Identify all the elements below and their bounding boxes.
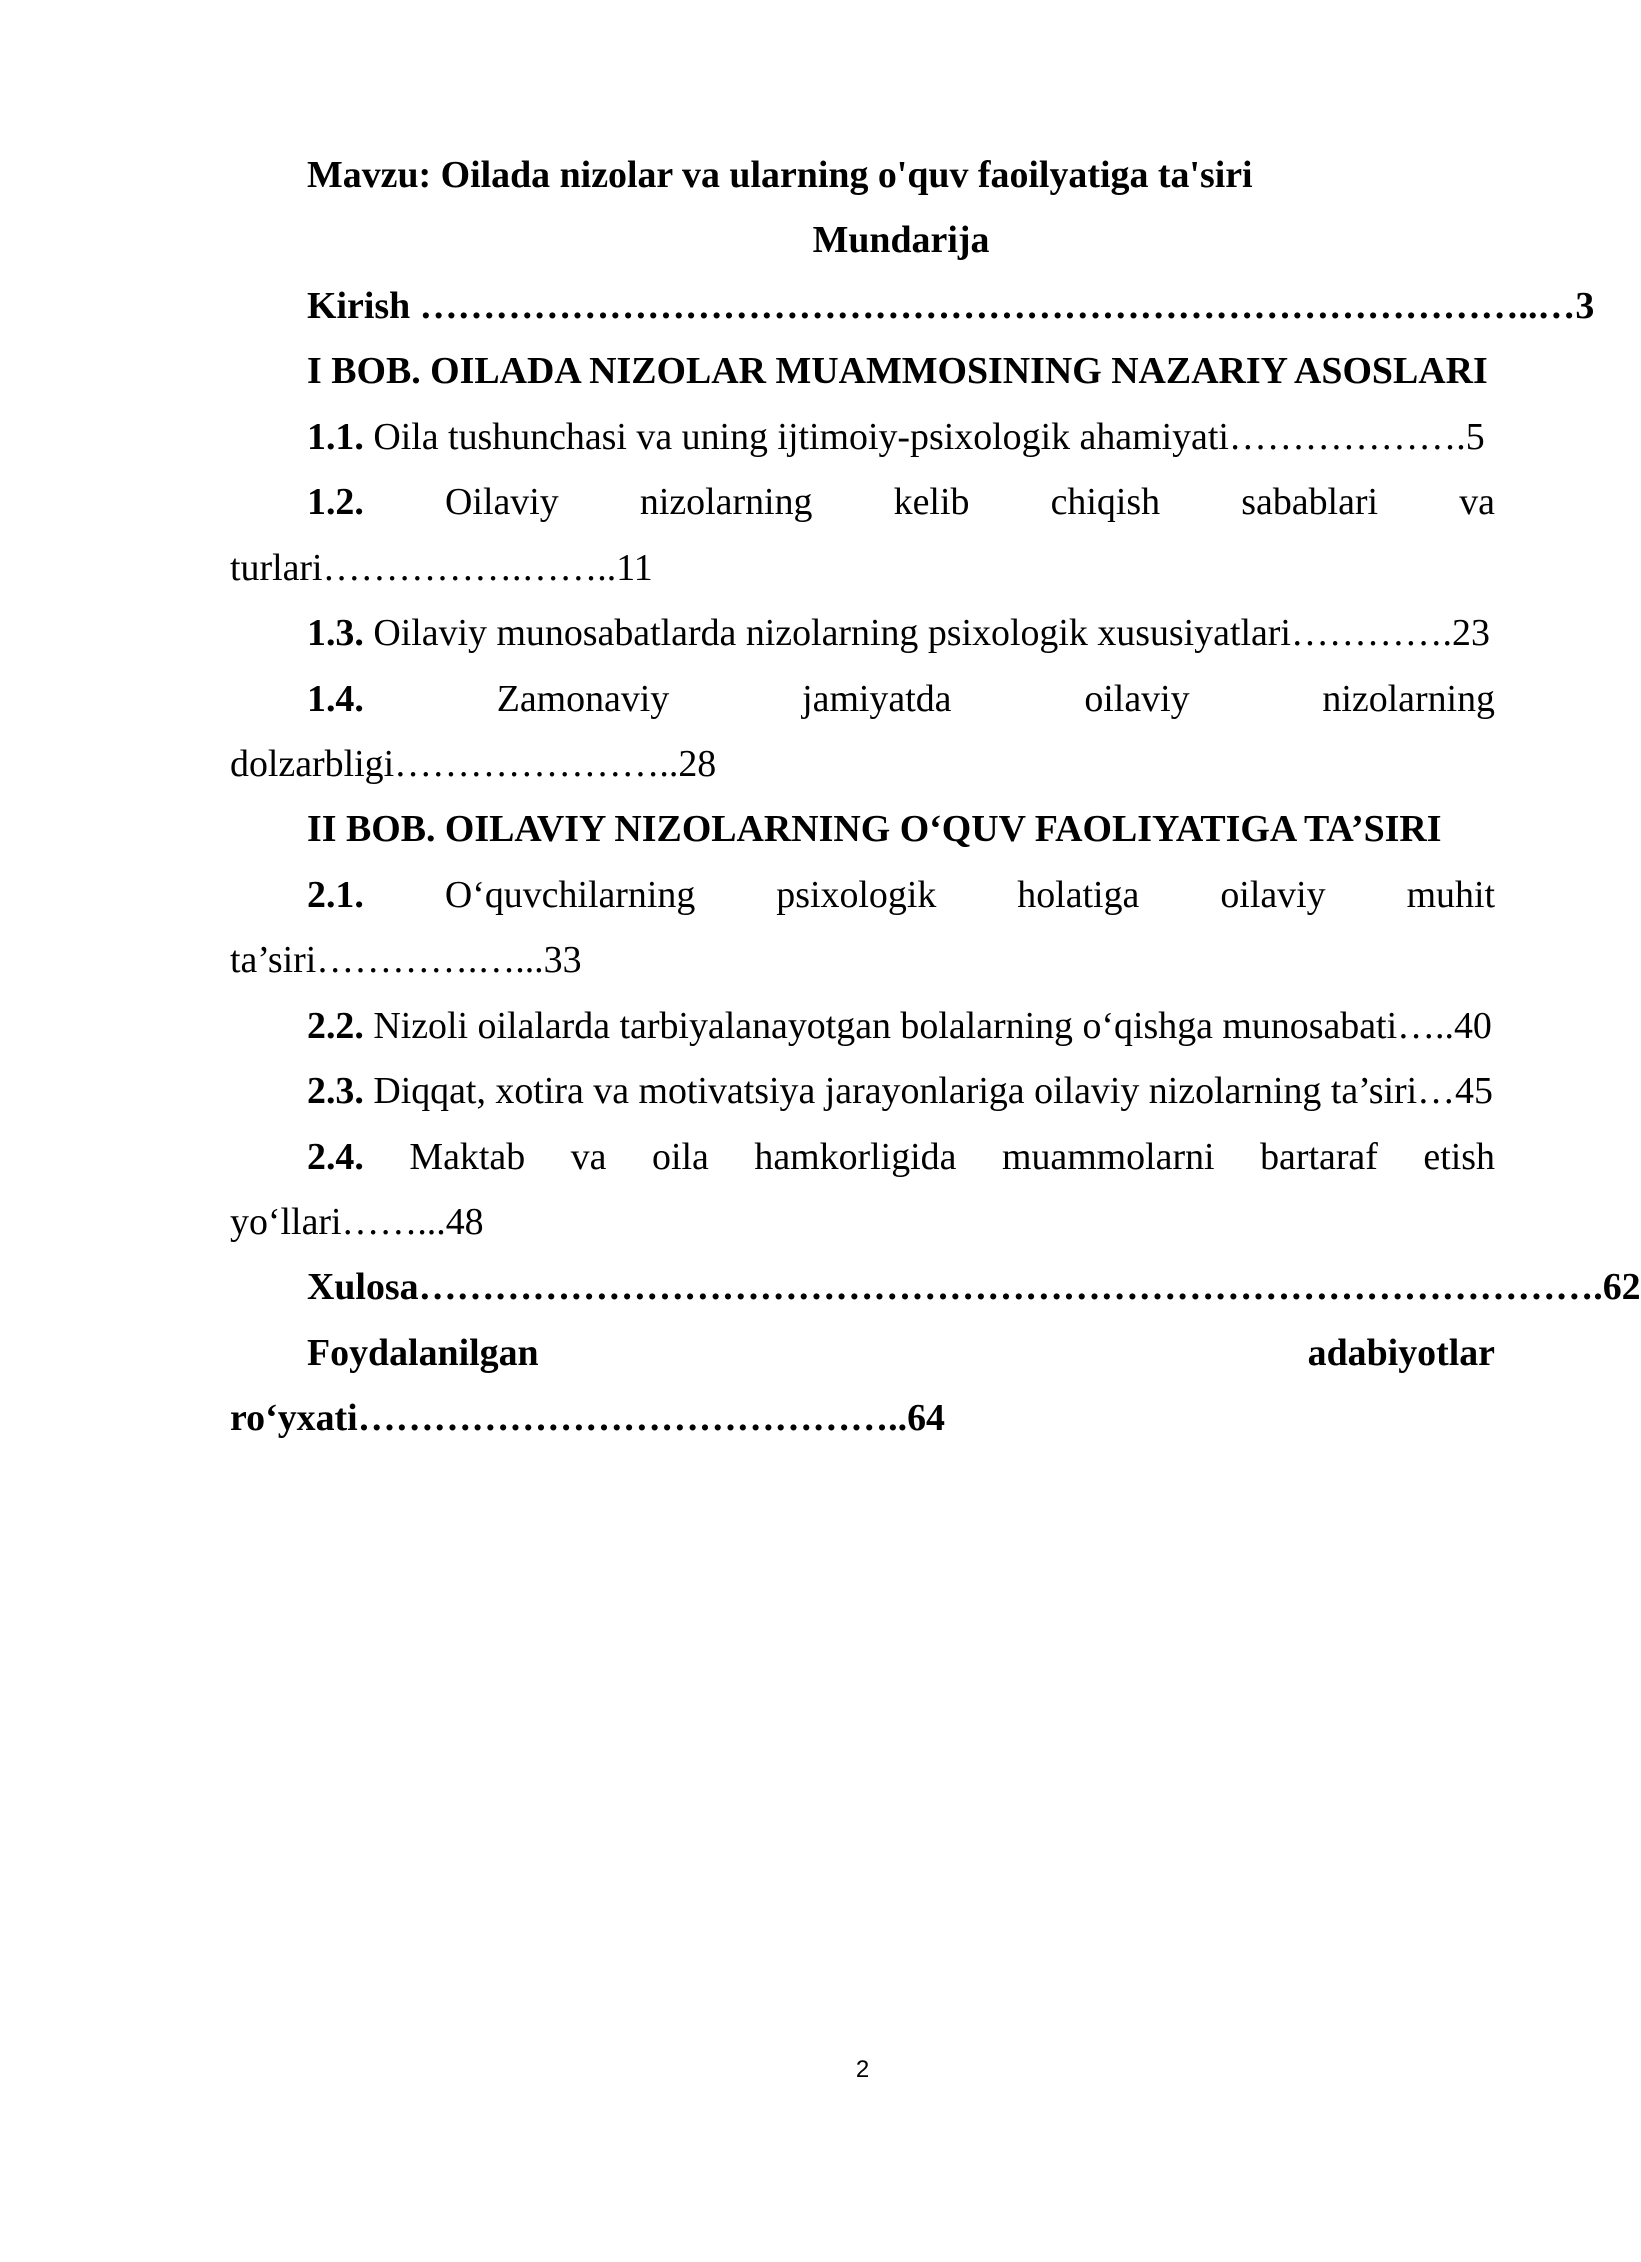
toc-leader: … (1417, 1070, 1456, 1113)
section-title: Oilaviy munosabatlarda nizolarning psixologik xususiyatlari (373, 612, 1291, 655)
toc-entry-2-2 (230, 994, 1495, 1059)
toc-leader: ………….…... (316, 939, 544, 982)
section-title: Oilaviy nizolarning kelib chiqish sabablari va (445, 481, 1495, 524)
toc-heading: Mundarija (812, 219, 990, 262)
section-title: Zamonaviy jamiyatda oilaviy nizolarning (496, 677, 1495, 720)
toc-leader: ………………. (1228, 415, 1466, 458)
toc-entry-label: Kirish (307, 284, 411, 327)
toc-page-number: 64 (907, 1397, 945, 1440)
toc-page-number: 23 (1452, 612, 1490, 655)
toc-page-number: 28 (678, 742, 717, 785)
toc-entry-references (230, 1321, 1495, 1386)
section-number: 1.2. (307, 481, 364, 524)
section-title-continued: turlari (230, 546, 323, 589)
section-number: 2.4. (307, 1135, 364, 1178)
toc-entry-introduction (230, 274, 1595, 339)
toc-entry-label: Xulosa (307, 1266, 419, 1309)
toc-page-number: 3 (1575, 284, 1595, 327)
toc-page-number: 62 (1602, 1266, 1641, 1309)
section-title: Maktab va oila hamkorligida muammolarni bartaraf etish (409, 1135, 1495, 1178)
section-title: Diqqat, xotira va motivatsiya jarayonlariga oilaviy nizolarning ta’siri (373, 1070, 1418, 1113)
toc-page-number: 11 (616, 546, 653, 589)
toc-entry-1-2-continued (230, 536, 1495, 601)
toc-entry-2-3 (230, 1059, 1495, 1124)
toc-entry-2-1-continued (230, 928, 1495, 993)
toc-leader: …………………………………………………………………………………. (418, 1266, 1603, 1309)
chapter-heading-2: II BOB. OILAVIY NIZOLARNING O‘QUV FAOLIYATIGA TA’SIRI (307, 808, 1442, 851)
section-number: 2.2. (307, 1004, 364, 1047)
toc-leader: …………. (1290, 612, 1453, 655)
toc-entry-conclusion (230, 1255, 1641, 1320)
toc-entry-2-4 (230, 1125, 1495, 1190)
toc-entry-1-4 (230, 667, 1495, 732)
toc-entry-1-3 (230, 601, 1495, 666)
toc-leader: ……... (341, 1201, 446, 1243)
toc-leader: ………………….. (394, 742, 679, 785)
chapter-heading-1: I BOB. OILADA NIZOLAR MUAMMOSINING NAZARIY ASOSLARI (307, 350, 1488, 393)
section-number: 1.4. (307, 677, 364, 720)
toc-entry-label-continued: ro‘yxati (230, 1397, 358, 1440)
toc-leader: …………….…….. (322, 546, 617, 589)
section-title: Oila tushunchasi va uning ijtimoiy-psixologik ahamiyati (373, 415, 1229, 458)
toc-leader: ……………………………………………………………………………..… (419, 284, 1576, 327)
toc-entry-1-2 (230, 470, 1495, 535)
page-number: 2 (855, 2056, 870, 2083)
page-content (230, 143, 1641, 1452)
toc-entry-1-1 (230, 405, 1495, 470)
section-title: Nizoli oilalarda tarbiyalanayotgan bolalarning o‘qishga munosabati (373, 1004, 1398, 1047)
section-title-continued: dolzarbligi (230, 742, 395, 785)
section-title-continued: ta’siri (230, 939, 317, 982)
section-number: 1.1. (307, 415, 364, 458)
toc-page-number: 48 (445, 1201, 484, 1243)
toc-leader: ….. (1397, 1004, 1454, 1047)
toc-entry-references-continued (230, 1386, 1495, 1451)
section-title: O‘quvchilarning psixologik holatiga oilaviy muhit (444, 873, 1496, 916)
toc-entry-1-4-continued (230, 732, 1495, 797)
toc-page-number: 40 (1453, 1004, 1492, 1047)
toc-entry-2-4-continued (230, 1190, 1495, 1255)
toc-entry-label: Foydalanilgan adabiyotlar (307, 1331, 1495, 1374)
toc-page-number: 5 (1465, 415, 1485, 458)
section-number: 2.3. (307, 1070, 364, 1113)
toc-page-number: 33 (543, 939, 582, 982)
section-title-continued: yo‘llari (230, 1201, 342, 1243)
section-number: 2.1. (307, 873, 364, 916)
toc-leader: …………………………………….. (357, 1397, 908, 1440)
document-title: Mavzu: Oilada nizolar va ularning o'quv faoilyatiga ta'siri (307, 154, 1253, 196)
section-number: 1.3. (307, 612, 364, 655)
toc-entry-2-1 (230, 863, 1495, 928)
toc-page-number: 45 (1455, 1070, 1493, 1113)
